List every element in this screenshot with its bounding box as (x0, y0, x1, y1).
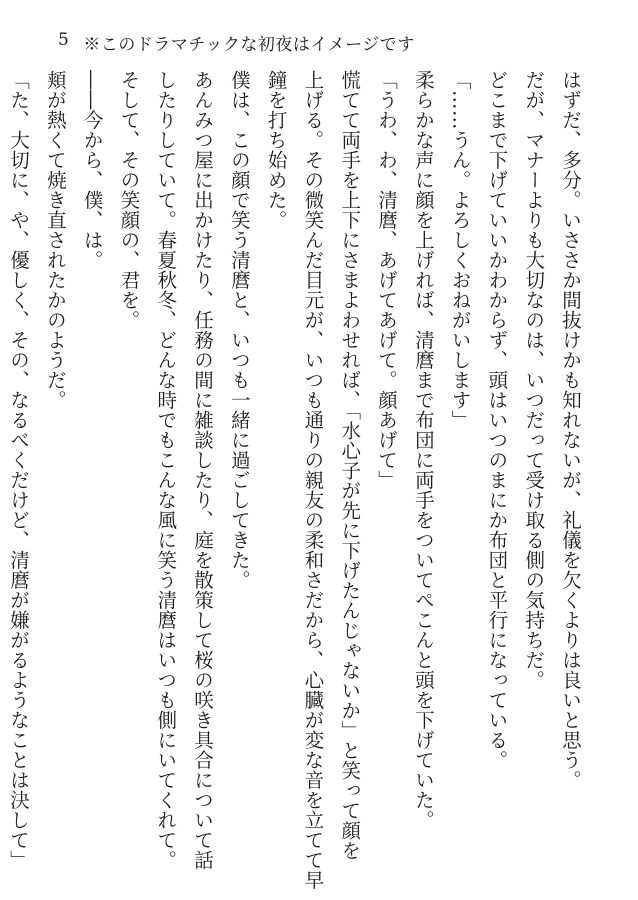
text-line: 頬が熱くて焼き直されたかのようだ。 (43, 70, 67, 410)
text-line: したりしていて。春夏秋冬、どんな時でもこんな風に笑う清麿はいつも側にいてくれて。 (154, 70, 178, 870)
text-line: 「うわ、わ、清麿、あげてあげて。顔あげて」 (375, 70, 399, 490)
text-line: 僕は、この顔で笑う清麿と、いつも一緒に過ごしてきた。 (227, 70, 251, 590)
text-line: ――今から、僕、は。 (80, 70, 104, 270)
text-line: どこまで下げていいかわからず、頭はいつのまにか布団と平行になっている。 (485, 70, 509, 770)
vertical-text-body (7, 70, 588, 890)
text-line: 慌てて両手を上下にさまよわせれば、「水心子が先に下げたんじゃないか」と笑って顔を (338, 70, 362, 861)
page-header (58, 30, 415, 55)
text-line: はずだ、多分。いささか間抜けかも知れないが、礼儀を欠くよりは良いと思う。 (559, 70, 582, 790)
text-line: あんみつ屋に出かけたり、任務の間に雑談したり、庭を散策して桜の咲き具合について話 (191, 70, 215, 870)
text-line: 柔らかな声に顔を上げれば、清麿まで布団に両手をついてぺこんと頭を下げていた。 (411, 70, 435, 830)
text-line: そして、その笑顔の、君を。 (117, 70, 141, 330)
page-number: 5 (58, 30, 70, 50)
text-line: 上げる。その微笑んだ目元が、いつも通りの親友の柔和さだから、心臓が変な音を立てて早 (301, 70, 325, 890)
header-note: ※このドラマチックな初夜はイメージです (83, 35, 415, 55)
text-line: 「た、大切に、や、優しく、その、なるべくだけど、清麿が嫌がるようなことは決して」 (7, 70, 31, 870)
text-line: 鐘を打ち始めた。 (264, 70, 288, 230)
text-line: だが、マナーよりも大切なのは、いつだって受け取る側の気持ちだ。 (522, 70, 546, 690)
text-line: 「……うん。よろしくおねがいします」 (448, 70, 472, 430)
